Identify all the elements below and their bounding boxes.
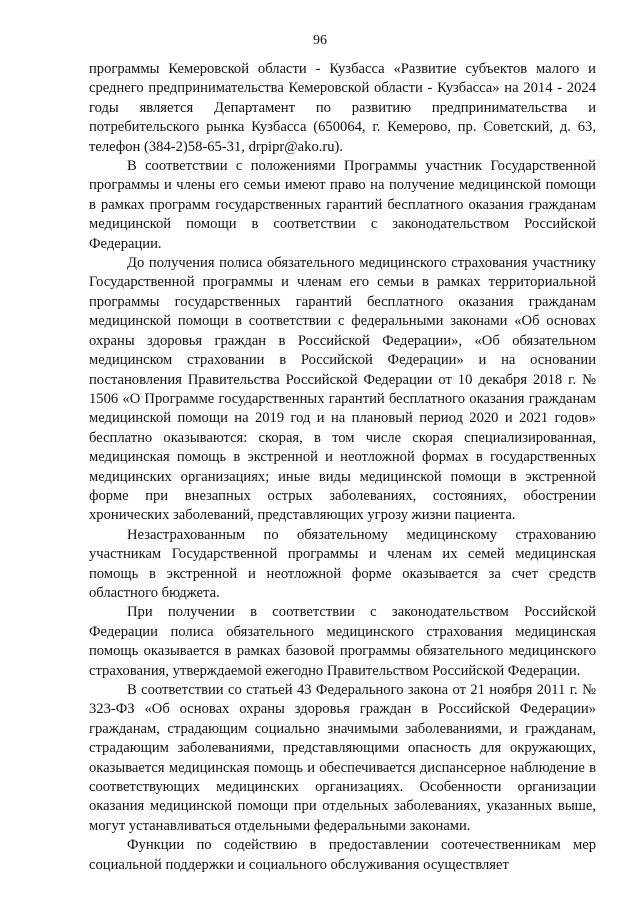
paragraph-2: В соответствии с положениями Программы участник Государственной программы и члены его семьи имеют право на получение медицинской помощи в рамках программ государственных гарантий бесплатного оказания гражданам медицинской помощи в соответствии с законодательством Российской Федерации. — [89, 158, 596, 252]
paragraph-7: Функции по содействию в предоставлении соотечественникам мер социальной поддержки и социального обслуживания осуществляет — [89, 837, 596, 873]
document-body — [89, 60, 596, 875]
paragraph-1: программы Кемеровской области - Кузбасса «Развитие субъектов малого и среднего предпринимательства Кемеровской области - Кузбасса» на 2014 - 2024 годы является Департамент по развитию предпринимательства и потребительского рынка Кузбасса (650064, г. Кемерово, пр. Советский, д. 63, телефон (384-2)58-65-31, drpipr@ako.ru). — [89, 61, 596, 155]
paragraph-6: В соответствии со статьей 43 Федерального закона от 21 ноября 2011 г. № 323-ФЗ «Об основах охраны здоровья граждан в Российской Федерации» гражданам, страдающим социально значимыми заболеваниями, и гражданам, страдающим заболеваниями, представляющими опасность для окружающих, оказывается медицинская помощь и обеспечивается диспансерное наблюдение в соответствующих медицинских организациях. Особенности организации оказания медицинской помощи при отдельных заболеваниях, указанных выше, могут устанавливаться отдельными федеральными законами. — [89, 682, 596, 834]
paragraph-3: До получения полиса обязательного медицинского страхования участнику Государственной программы и членам его семьи в рамках территориальной программы государственных гарантий бесплатного оказания гражданам медицинской помощи в соответствии с федеральными законами «Об основах охраны здоровья граждан в Российской Федерации», «Об обязательном медицинском страховании в Российской Федерации» и на основании постановления Правительства Российской Федерации от 10 декабря 2018 г. № 1506 «О Программе государственных гарантий бесплатного оказания гражданам медицинской помощи на 2019 год и на плановый период 2020 и 2021 годов» бесплатно оказываются: скорая, в том числе скорая специализированная, медицинская помощь в экстренной и неотложной формах в государственных медицинских организациях; иные виды медицинской помощи в экстренной форме при внезапных острых заболеваниях, состояниях, обострении хронических заболеваний, представляющих угрозу жизни пациента. — [89, 255, 596, 524]
page-number: 96 — [313, 33, 327, 48]
paragraph-5: При получении в соответствии с законодательством Российской Федерации полиса обязательного медицинского страхования медицинская помощь оказывается в рамках базовой программы обязательного медицинского страхования, утверждаемой ежегодно Правительством Российской Федерации. — [89, 604, 596, 679]
paragraph-4: Незастрахованным по обязательному медицинскому страхованию участникам Государственной программы и членам их семей медицинская помощь в экстренной и неотложной форме оказывается за счет средств областного бюджета. — [89, 526, 596, 601]
